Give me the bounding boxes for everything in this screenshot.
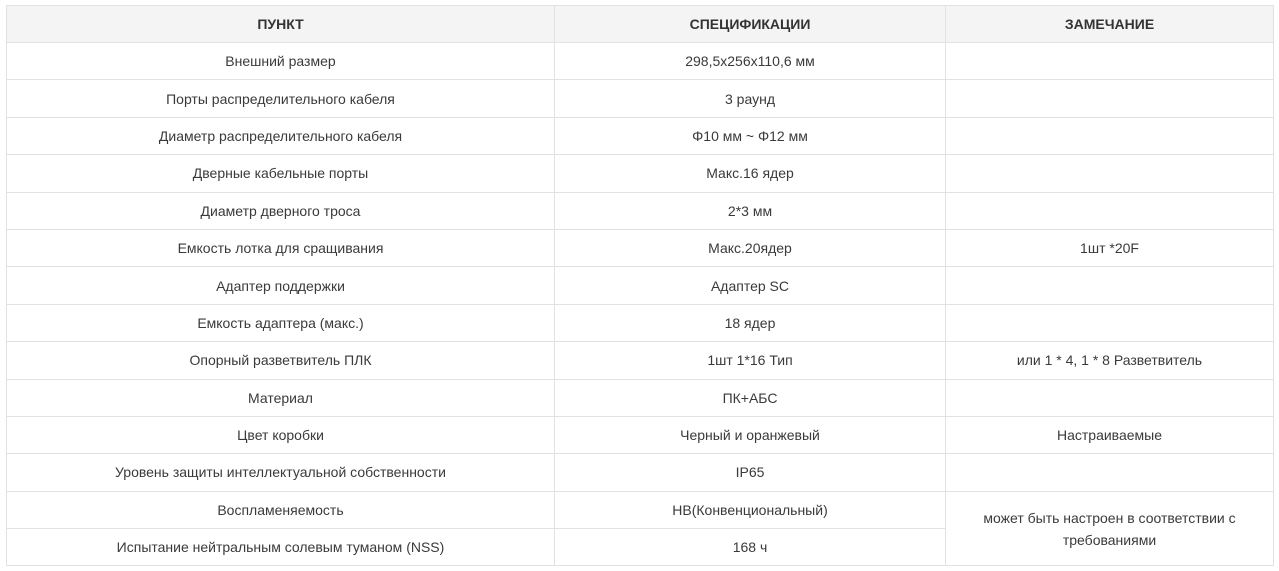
- spec-cell: Адаптер SC: [555, 267, 946, 304]
- note-cell: [946, 267, 1274, 304]
- table-row: [7, 43, 1274, 80]
- item-cell: Уровень защиты интеллектуальной собственности: [7, 454, 555, 491]
- note-cell-merged: может быть настроен в соответствии с требованиями: [946, 491, 1274, 566]
- item-cell: Опорный разветвитель ПЛК: [7, 342, 555, 379]
- table-row: [7, 416, 1274, 453]
- table-row: [7, 80, 1274, 117]
- note-cell: Настраиваемые: [946, 416, 1274, 453]
- spec-cell: Φ10 мм ~ Φ12 мм: [555, 117, 946, 154]
- note-cell: [946, 117, 1274, 154]
- note-cell: 1шт *20F: [946, 229, 1274, 266]
- table-row: [7, 155, 1274, 192]
- table-row: [7, 229, 1274, 266]
- header-item: ПУНКТ: [7, 6, 555, 43]
- table-row: [7, 342, 1274, 379]
- spec-cell: Черный и оранжевый: [555, 416, 946, 453]
- item-cell: Дверные кабельные порты: [7, 155, 555, 192]
- spec-cell: 2*3 мм: [555, 192, 946, 229]
- table-row: [7, 117, 1274, 154]
- note-cell: [946, 192, 1274, 229]
- table-row: [7, 267, 1274, 304]
- table-row: [7, 379, 1274, 416]
- spec-cell: 1шт 1*16 Тип: [555, 342, 946, 379]
- item-cell: Порты распределительного кабеля: [7, 80, 555, 117]
- note-cell: [946, 304, 1274, 341]
- item-cell: Воспламеняемость: [7, 491, 555, 528]
- item-cell: Цвет коробки: [7, 416, 555, 453]
- item-cell: Емкость лотка для сращивания: [7, 229, 555, 266]
- note-cell: [946, 454, 1274, 491]
- item-cell: Емкость адаптера (макс.): [7, 304, 555, 341]
- spec-cell: HB(Конвенциональный): [555, 491, 946, 528]
- header-specifications: СПЕЦИФИКАЦИИ: [555, 6, 946, 43]
- item-cell: Внешний размер: [7, 43, 555, 80]
- note-cell: [946, 155, 1274, 192]
- item-cell: Диаметр распределительного кабеля: [7, 117, 555, 154]
- spec-cell: 18 ядер: [555, 304, 946, 341]
- note-cell: [946, 43, 1274, 80]
- note-cell: или 1 * 4, 1 * 8 Разветвитель: [946, 342, 1274, 379]
- table-header: [7, 6, 1274, 43]
- table-body: [7, 43, 1274, 566]
- header-row: [7, 6, 1274, 43]
- spec-cell: 3 раунд: [555, 80, 946, 117]
- item-cell: Испытание нейтральным солевым туманом (NSS): [7, 529, 555, 566]
- table-row: [7, 304, 1274, 341]
- spec-cell: Макс.20ядер: [555, 229, 946, 266]
- item-cell: Диаметр дверного троса: [7, 192, 555, 229]
- table-row: [7, 454, 1274, 491]
- table-row: [7, 491, 1274, 528]
- note-cell: [946, 379, 1274, 416]
- table-row: [7, 192, 1274, 229]
- note-cell: [946, 80, 1274, 117]
- spec-cell: 168 ч: [555, 529, 946, 566]
- spec-cell: IP65: [555, 454, 946, 491]
- spec-cell: 298,5x256x110,6 мм: [555, 43, 946, 80]
- item-cell: Адаптер поддержки: [7, 267, 555, 304]
- spec-cell: ПК+АБС: [555, 379, 946, 416]
- item-cell: Материал: [7, 379, 555, 416]
- specifications-table: [6, 5, 1274, 566]
- header-note: ЗАМЕЧАНИЕ: [946, 6, 1274, 43]
- spec-cell: Макс.16 ядер: [555, 155, 946, 192]
